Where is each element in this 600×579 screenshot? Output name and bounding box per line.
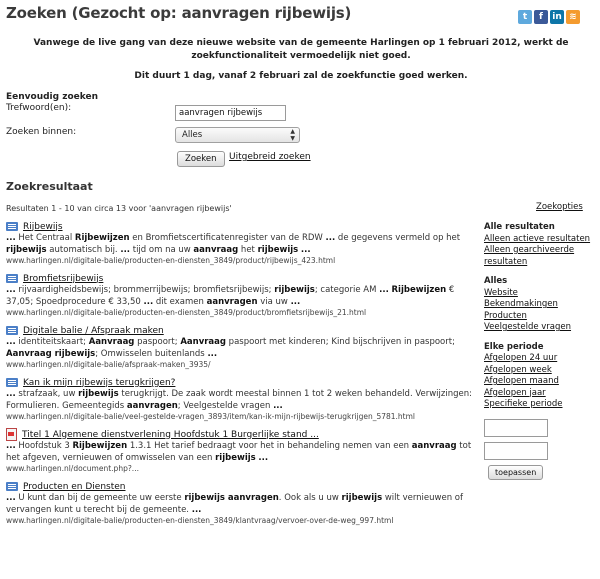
webpage-icon bbox=[6, 482, 18, 491]
linkedin-icon[interactable]: in bbox=[550, 10, 564, 24]
search-button[interactable]: Zoeken bbox=[177, 151, 225, 167]
keyword-label: Trefwoord(en): bbox=[6, 103, 72, 113]
result-title-link[interactable]: Rijbewijs bbox=[23, 221, 63, 232]
scope-select-value: Alles bbox=[182, 130, 203, 140]
social-share-bar bbox=[518, 10, 580, 24]
result-title-link[interactable]: Kan ik mijn rijbewijs terugkrijgen? bbox=[23, 377, 176, 388]
date-to-input[interactable] bbox=[484, 442, 548, 460]
results-list bbox=[6, 220, 476, 532]
result-item bbox=[6, 428, 476, 474]
facets-sidebar bbox=[484, 222, 594, 480]
advanced-search-link[interactable]: Uitgebreid zoeken bbox=[229, 152, 311, 162]
apply-button[interactable]: toepassen bbox=[488, 465, 543, 480]
facet-period-link[interactable]: Afgelopen maand bbox=[484, 376, 559, 386]
facet-period-heading: Elke periode bbox=[484, 341, 544, 352]
result-title-link[interactable]: Bromfietsrijbewijs bbox=[23, 273, 104, 284]
page-title: Zoeken (Gezocht op: aanvragen rijbewijs) bbox=[6, 4, 352, 22]
facet-type-heading: Alles bbox=[484, 276, 508, 286]
result-snippet: ... Hoofdstuk 3 Rijbewijzen 1.3.1 Het tarief bedraagt voor het in behandeling nemen van een aanvraag tot het afgeven, vernieuwen of omwisselen van een rijbewijs ... bbox=[6, 441, 472, 463]
facet-type-link[interactable]: Website bbox=[484, 287, 518, 298]
facet-period-link[interactable]: Specifieke periode bbox=[484, 399, 563, 409]
result-snippet: ... strafzaak, uw rijbewijs terugkrijgt. De zaak wordt meestal binnen 1 tot 2 weken behandeld. Verwijzingen: Formulieren. Gemeentegids aanvragen; Veelgestelde vragen ... bbox=[6, 389, 472, 411]
scope-select[interactable] bbox=[175, 127, 300, 143]
facet-type-link[interactable]: Producten bbox=[484, 310, 527, 321]
simple-search-heading: Eenvoudig zoeken bbox=[6, 92, 98, 102]
result-item bbox=[6, 480, 476, 526]
facet-type-link[interactable]: Veelgestelde vragen bbox=[484, 322, 572, 332]
results-heading: Zoekresultaat bbox=[6, 180, 93, 193]
webpage-icon bbox=[6, 378, 18, 387]
search-options-link[interactable]: Zoekopties bbox=[536, 202, 583, 212]
results-summary: Resultaten 1 - 10 van circa 13 voor 'aanvragen rijbewijs' bbox=[6, 204, 232, 213]
date-from-input[interactable] bbox=[484, 419, 548, 437]
facet-type-link[interactable]: Bekendmakingen bbox=[484, 299, 558, 309]
search-input[interactable] bbox=[175, 105, 286, 121]
result-title-link[interactable]: Producten en Diensten bbox=[23, 481, 126, 492]
webpage-icon bbox=[6, 274, 18, 283]
result-url: www.harlingen.nl/document.php?... bbox=[6, 464, 139, 473]
result-url: www.harlingen.nl/digitale-balie/veel-gestelde-vragen_3893/item/kan-ik-mijn-rijbewijs-terugkrijgen_5781.html bbox=[6, 412, 416, 421]
live-notice: Vanwege de live gang van deze nieuwe website van de gemeente Harlingen op 1 februari 2012, werkt de zoekfunctionaliteit vermoedelijk niet goed. bbox=[33, 38, 569, 61]
pdf-icon bbox=[6, 428, 17, 441]
result-item bbox=[6, 324, 476, 370]
facet-status-link[interactable]: Alleen gearchiveerde resultaten bbox=[484, 245, 575, 267]
result-item bbox=[6, 272, 476, 318]
result-item bbox=[6, 376, 476, 422]
facet-period-link[interactable]: Afgelopen 24 uur bbox=[484, 353, 558, 363]
result-snippet: ... rijvaardigheidsbewijs; brommerrijbewijs; bromfietsrijbewijs; rijbewijs; categorie AM ... Rijbewijzen € 37,05; Spoedprocedure € 33,50 ... dit examen aanvragen via uw ... bbox=[6, 285, 455, 307]
webpage-icon bbox=[6, 222, 18, 231]
webpage-icon bbox=[6, 326, 18, 335]
facet-period-link[interactable]: Afgelopen week bbox=[484, 364, 552, 375]
select-arrows-icon: ▲ ▼ bbox=[290, 128, 295, 142]
result-snippet: ... identiteitskaart; Aanvraag paspoort; Aanvraag paspoort met kinderen; Kind bijschrijven in paspoort; Aanvraag rijbewijs; Omwisselen buitenlands ... bbox=[6, 337, 455, 359]
result-url: www.harlingen.nl/digitale-balie/afspraak-maken_3935/ bbox=[6, 360, 211, 369]
facet-status-heading: Alle resultaten bbox=[484, 222, 555, 232]
result-item bbox=[6, 220, 476, 266]
scope-label: Zoeken binnen: bbox=[6, 127, 77, 137]
facebook-icon[interactable]: f bbox=[534, 10, 548, 24]
result-snippet: ... Het Centraal Rijbewijzen en Bromfietscertificatenregister van de RDW ... de gegevens vermeld op het rijbewijs automatisch bij. ... tijd om na uw aanvraag het rijbewijs ... bbox=[6, 233, 461, 255]
result-title-link[interactable]: Titel 1 Algemene dienstverlening Hoofdstuk 1 Burgerlijke stand ... bbox=[22, 429, 319, 440]
result-title-link[interactable]: Digitale balie / Afspraak maken bbox=[23, 325, 164, 336]
rss-icon[interactable]: ≋ bbox=[566, 10, 580, 24]
result-url: www.harlingen.nl/digitale-balie/producten-en-diensten_3849/klantvraag/vervoer-over-de-weg_997.html bbox=[6, 516, 394, 525]
result-snippet: ... U kunt dan bij de gemeente uw eerste rijbewijs aanvragen. Ook als u uw rijbewijs wilt vernieuwen of vervangen kunt u terecht bij de gemeente. ... bbox=[6, 493, 464, 515]
live-notice-duration: Dit duurt 1 dag, vanaf 2 februari zal de zoekfunctie goed werken. bbox=[134, 71, 468, 81]
twitter-icon[interactable]: t bbox=[518, 10, 532, 24]
result-url: www.harlingen.nl/digitale-balie/producten-en-diensten_3849/product/bromfietsrijbewijs_21.html bbox=[6, 308, 367, 317]
facet-period-link[interactable]: Afgelopen jaar bbox=[484, 387, 546, 398]
result-url: www.harlingen.nl/digitale-balie/producten-en-diensten_3849/product/rijbewijs_423.html bbox=[6, 256, 336, 265]
facet-status-link[interactable]: Alleen actieve resultaten bbox=[484, 233, 591, 244]
